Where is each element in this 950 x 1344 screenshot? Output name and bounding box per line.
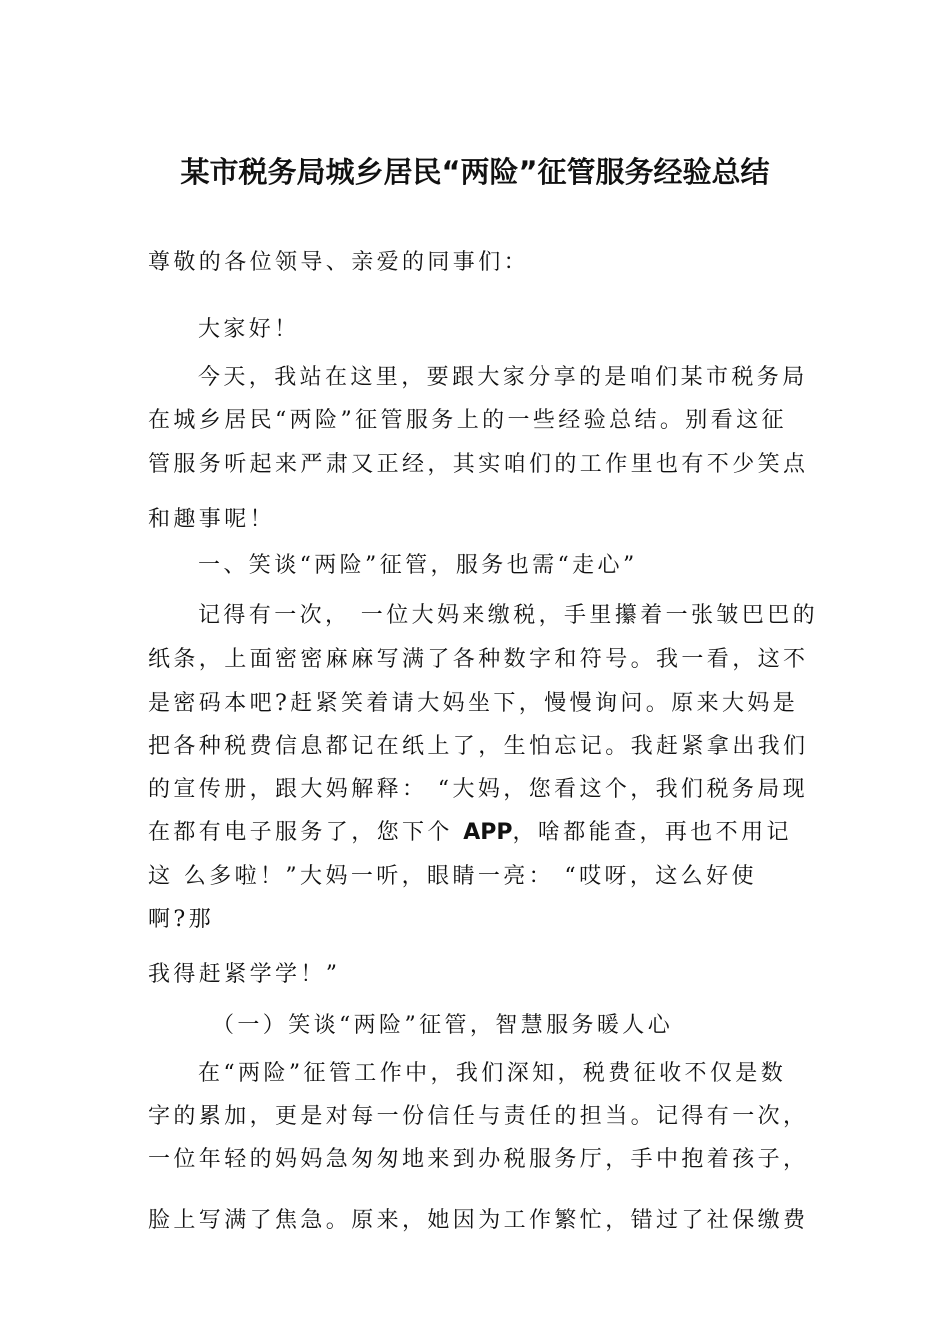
paragraph-line: 是密码本吧?赶紧笑着请大妈坐下，慢慢询问。原来大妈是 — [148, 691, 799, 716]
paragraph-line: 一位年轻的妈妈急匆匆地来到办税服务厅，手中抱着孩子， — [148, 1147, 809, 1172]
paragraph-text: 在都有电子服务了，您下个 — [148, 820, 464, 845]
greeting: 大家好！ — [198, 317, 300, 342]
paragraph-line: 脸上写满了焦急。原来，她因为工作繁忙，错过了社保缴费 — [148, 1208, 809, 1233]
paragraph-line — [148, 818, 792, 848]
subsection-heading: （一）笑谈“两险”征管，智慧服务暖人心 — [212, 1013, 674, 1038]
paragraph-line: 的宣传册，跟大妈解释： “大妈，您看这个，我们税务局现 — [148, 777, 809, 802]
section-heading: 一、笑谈“两险”征管，服务也需“走心” — [198, 553, 638, 578]
intro-line: 和趣事呢！ — [148, 507, 276, 532]
paragraph-line: 记得有一次， 一位大妈来缴税，手里攥着一张皱巴巴的 — [198, 603, 818, 628]
paragraph-line: 字的累加，更是对每一份信任与责任的担当。记得有一次， — [148, 1104, 809, 1129]
paragraph-line: 啊?那 — [148, 907, 214, 932]
document-title: 某市税务局城乡居民“两险”征管服务经验总结 — [180, 155, 770, 189]
paragraph-line: 这 么多啦！”大妈一听，眼睛一亮： “哎呀，这么好使 — [148, 864, 757, 889]
paragraph-text: ，啥都能查，再也不用记 — [512, 820, 792, 845]
intro-line: 在城乡居民“两险”征管服务上的一些经验总结。别看这征 — [148, 408, 787, 433]
paragraph-line: 在“两险”征管工作中，我们深知，税费征收不仅是数 — [198, 1061, 787, 1086]
paragraph-line: 把各种税费信息都记在纸上了，生怕忘记。我赶紧拿出我们 — [148, 734, 809, 759]
intro-line: 今天，我站在这里，要跟大家分享的是咱们某市税务局 — [198, 365, 808, 390]
paragraph-line: 纸条，上面密密麻麻写满了各种数字和符号。我一看，这不 — [148, 647, 809, 672]
paragraph-line: 我得赶紧学学！” — [148, 962, 341, 987]
salutation: 尊敬的各位领导、亲爱的同事们： — [148, 250, 530, 275]
app-term: APP — [463, 820, 513, 845]
intro-line: 管服务听起来严肃又正经，其实咱们的工作里也有不少笑点 — [148, 452, 809, 477]
